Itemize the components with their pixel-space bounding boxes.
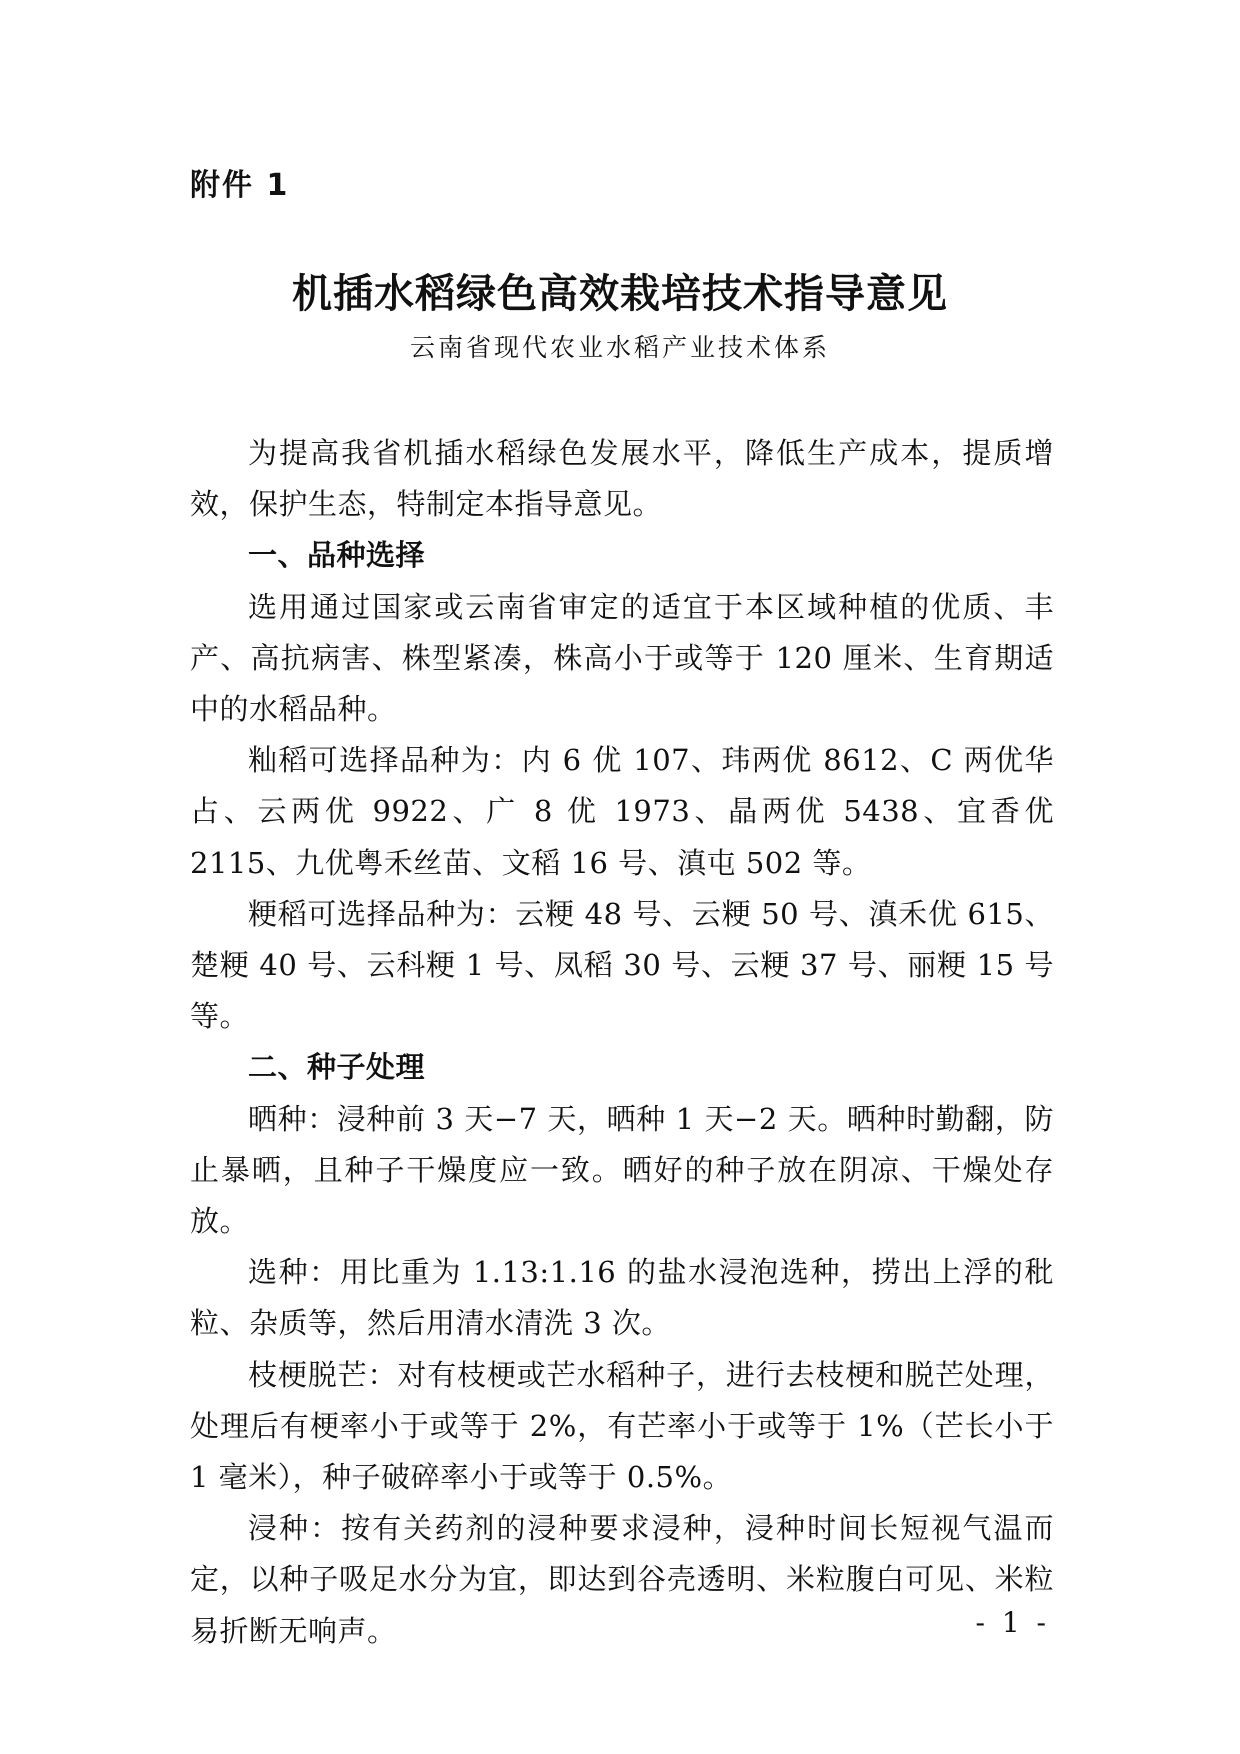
issuing-organization: 云南省现代农业水稻产业技术体系 bbox=[409, 333, 830, 362]
deawning-paragraph: 枝梗脱芒：对有枝梗或芒水稻种子，进行去枝梗和脱芒处理，处理后有梗率小于或等于 2%，有芒率小于或等于 1%（芒长小于 1 毫米），种子破碎率小于或等于 0.5%。 bbox=[190, 1357, 1054, 1495]
intro-paragraph: 为提高我省机插水稻绿色发展水平，降低生产成本，提质增效，保护生态，特制定本指导意见。 bbox=[190, 436, 1054, 522]
variety-criteria-paragraph: 选用通过国家或云南省审定的适宜于本区域种植的优质、丰产、高抗病害、株型紧凑，株高小于或等于 120 厘米、生育期适中的水稻品种。 bbox=[190, 589, 1054, 727]
section-heading-variety-selection: 一、品种选择 bbox=[248, 538, 426, 573]
section-heading-seed-treatment: 二、种子处理 bbox=[248, 1050, 426, 1085]
document-body bbox=[190, 428, 1054, 1657]
seed-soaking-paragraph: 浸种：按有关药剂的浸种要求浸种，浸种时间长短视气温而定，以种子吸足水分为宜，即达到谷壳透明、米粒腹白可见、米粒易折断无响声。 bbox=[190, 1511, 1054, 1648]
seed-selection-paragraph: 选种：用比重为 1.13:1.16 的盐水浸泡选种，捞出上浮的秕粒、杂质等，然后用清水清洗 3 次。 bbox=[190, 1255, 1054, 1341]
indica-varieties-paragraph: 籼稻可选择品种为：内 6 优 107、玮两优 8612、C 两优华占、云两优 9922、广 8 优 1973、晶两优 5438、宜香优 2115、九优粤禾丝苗、文稻 16 号、滇屯 502 等。 bbox=[190, 743, 1054, 880]
attachment-label: 附件 1 bbox=[190, 168, 290, 203]
page-number: - 1 - bbox=[975, 1606, 1050, 1639]
japonica-varieties-paragraph: 粳稻可选择品种为：云粳 48 号、云粳 50 号、滇禾优 615、楚粳 40 号、云科粳 1 号、凤稻 30 号、云粳 37 号、丽粳 15 号等。 bbox=[190, 896, 1054, 1034]
sun-drying-paragraph: 晒种：浸种前 3 天−7 天，晒种 1 天−2 天。晒种时勤翻，防止暴晒，且种子干燥度应一致。晒好的种子放在阴凉、干燥处存放。 bbox=[190, 1101, 1054, 1239]
document-title: 机插水稻绿色高效栽培技术指导意见 bbox=[292, 271, 948, 317]
